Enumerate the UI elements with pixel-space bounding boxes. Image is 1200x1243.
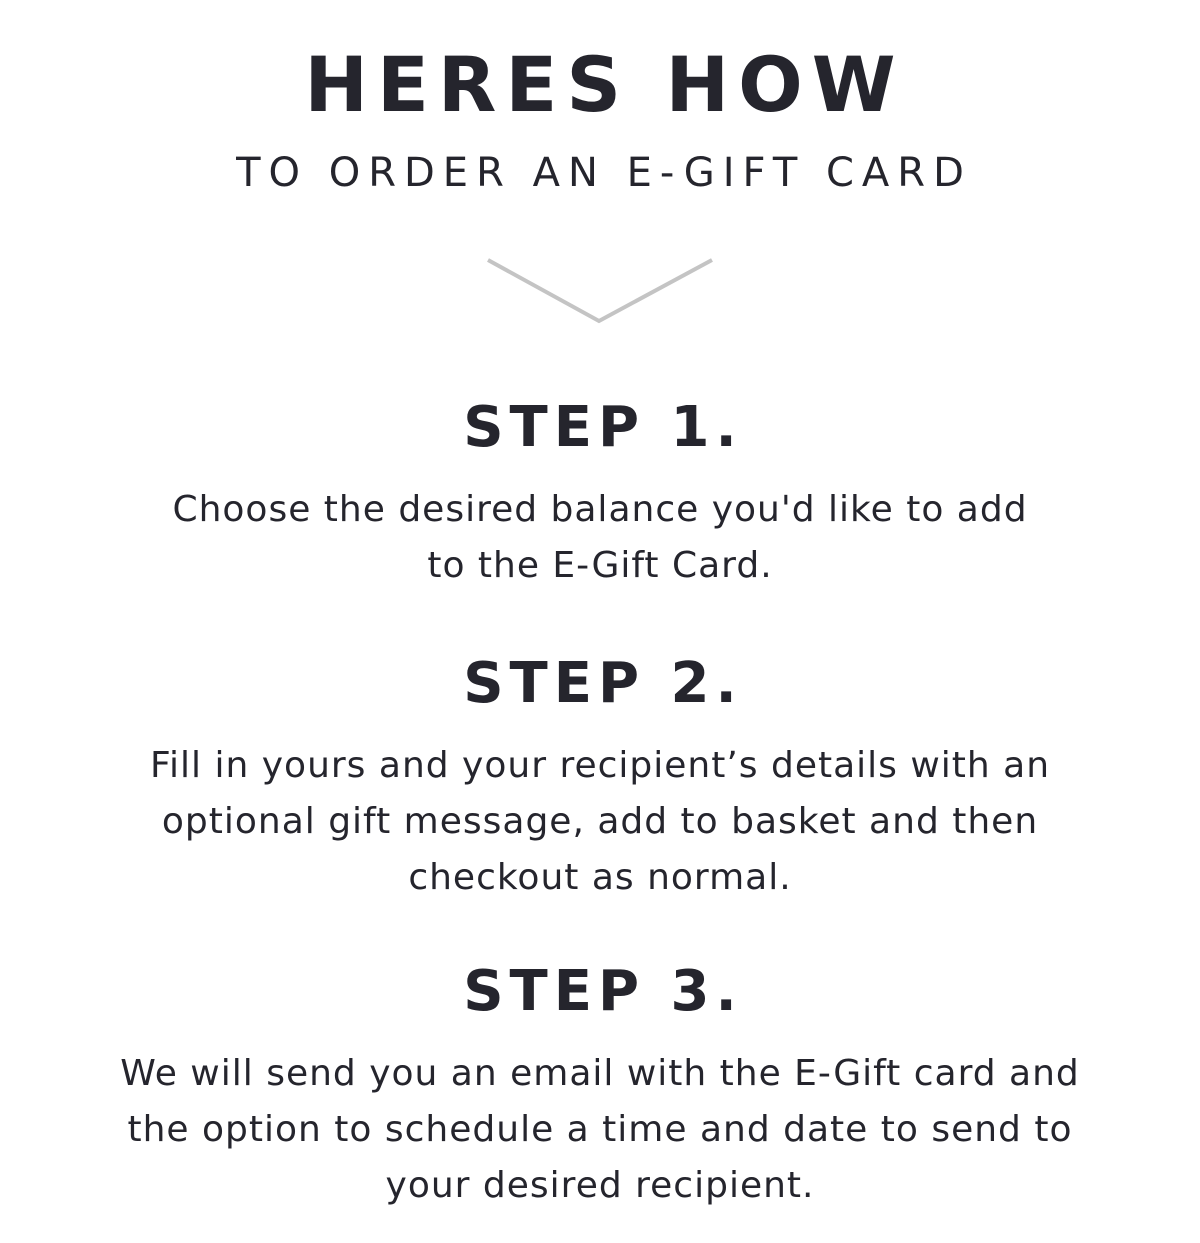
step-2-title: STEP 2. — [463, 651, 743, 716]
step-1 — [0, 396, 1200, 594]
step-1-title: STEP 1. — [463, 395, 743, 460]
step-1-description: Choose the desired balance you'd like to add to the E-Gift Card. — [172, 489, 1028, 586]
step-2-description: Fill in yours and your recipient’s details with an optional gift message, add to basket and then checkout as normal. — [149, 745, 1051, 898]
step-3 — [0, 960, 1200, 1214]
step-3-title: STEP 3. — [463, 959, 743, 1024]
page-subtitle: TO ORDER AN E-GIFT CARD — [236, 150, 972, 196]
chevron-down-icon — [486, 255, 714, 327]
step-2 — [0, 652, 1200, 906]
step-3-description: We will send you an email with the E-Gift card and the option to schedule a time and date to send to your desired recipient. — [120, 1053, 1080, 1206]
page-title: HERES HOW — [304, 40, 905, 129]
